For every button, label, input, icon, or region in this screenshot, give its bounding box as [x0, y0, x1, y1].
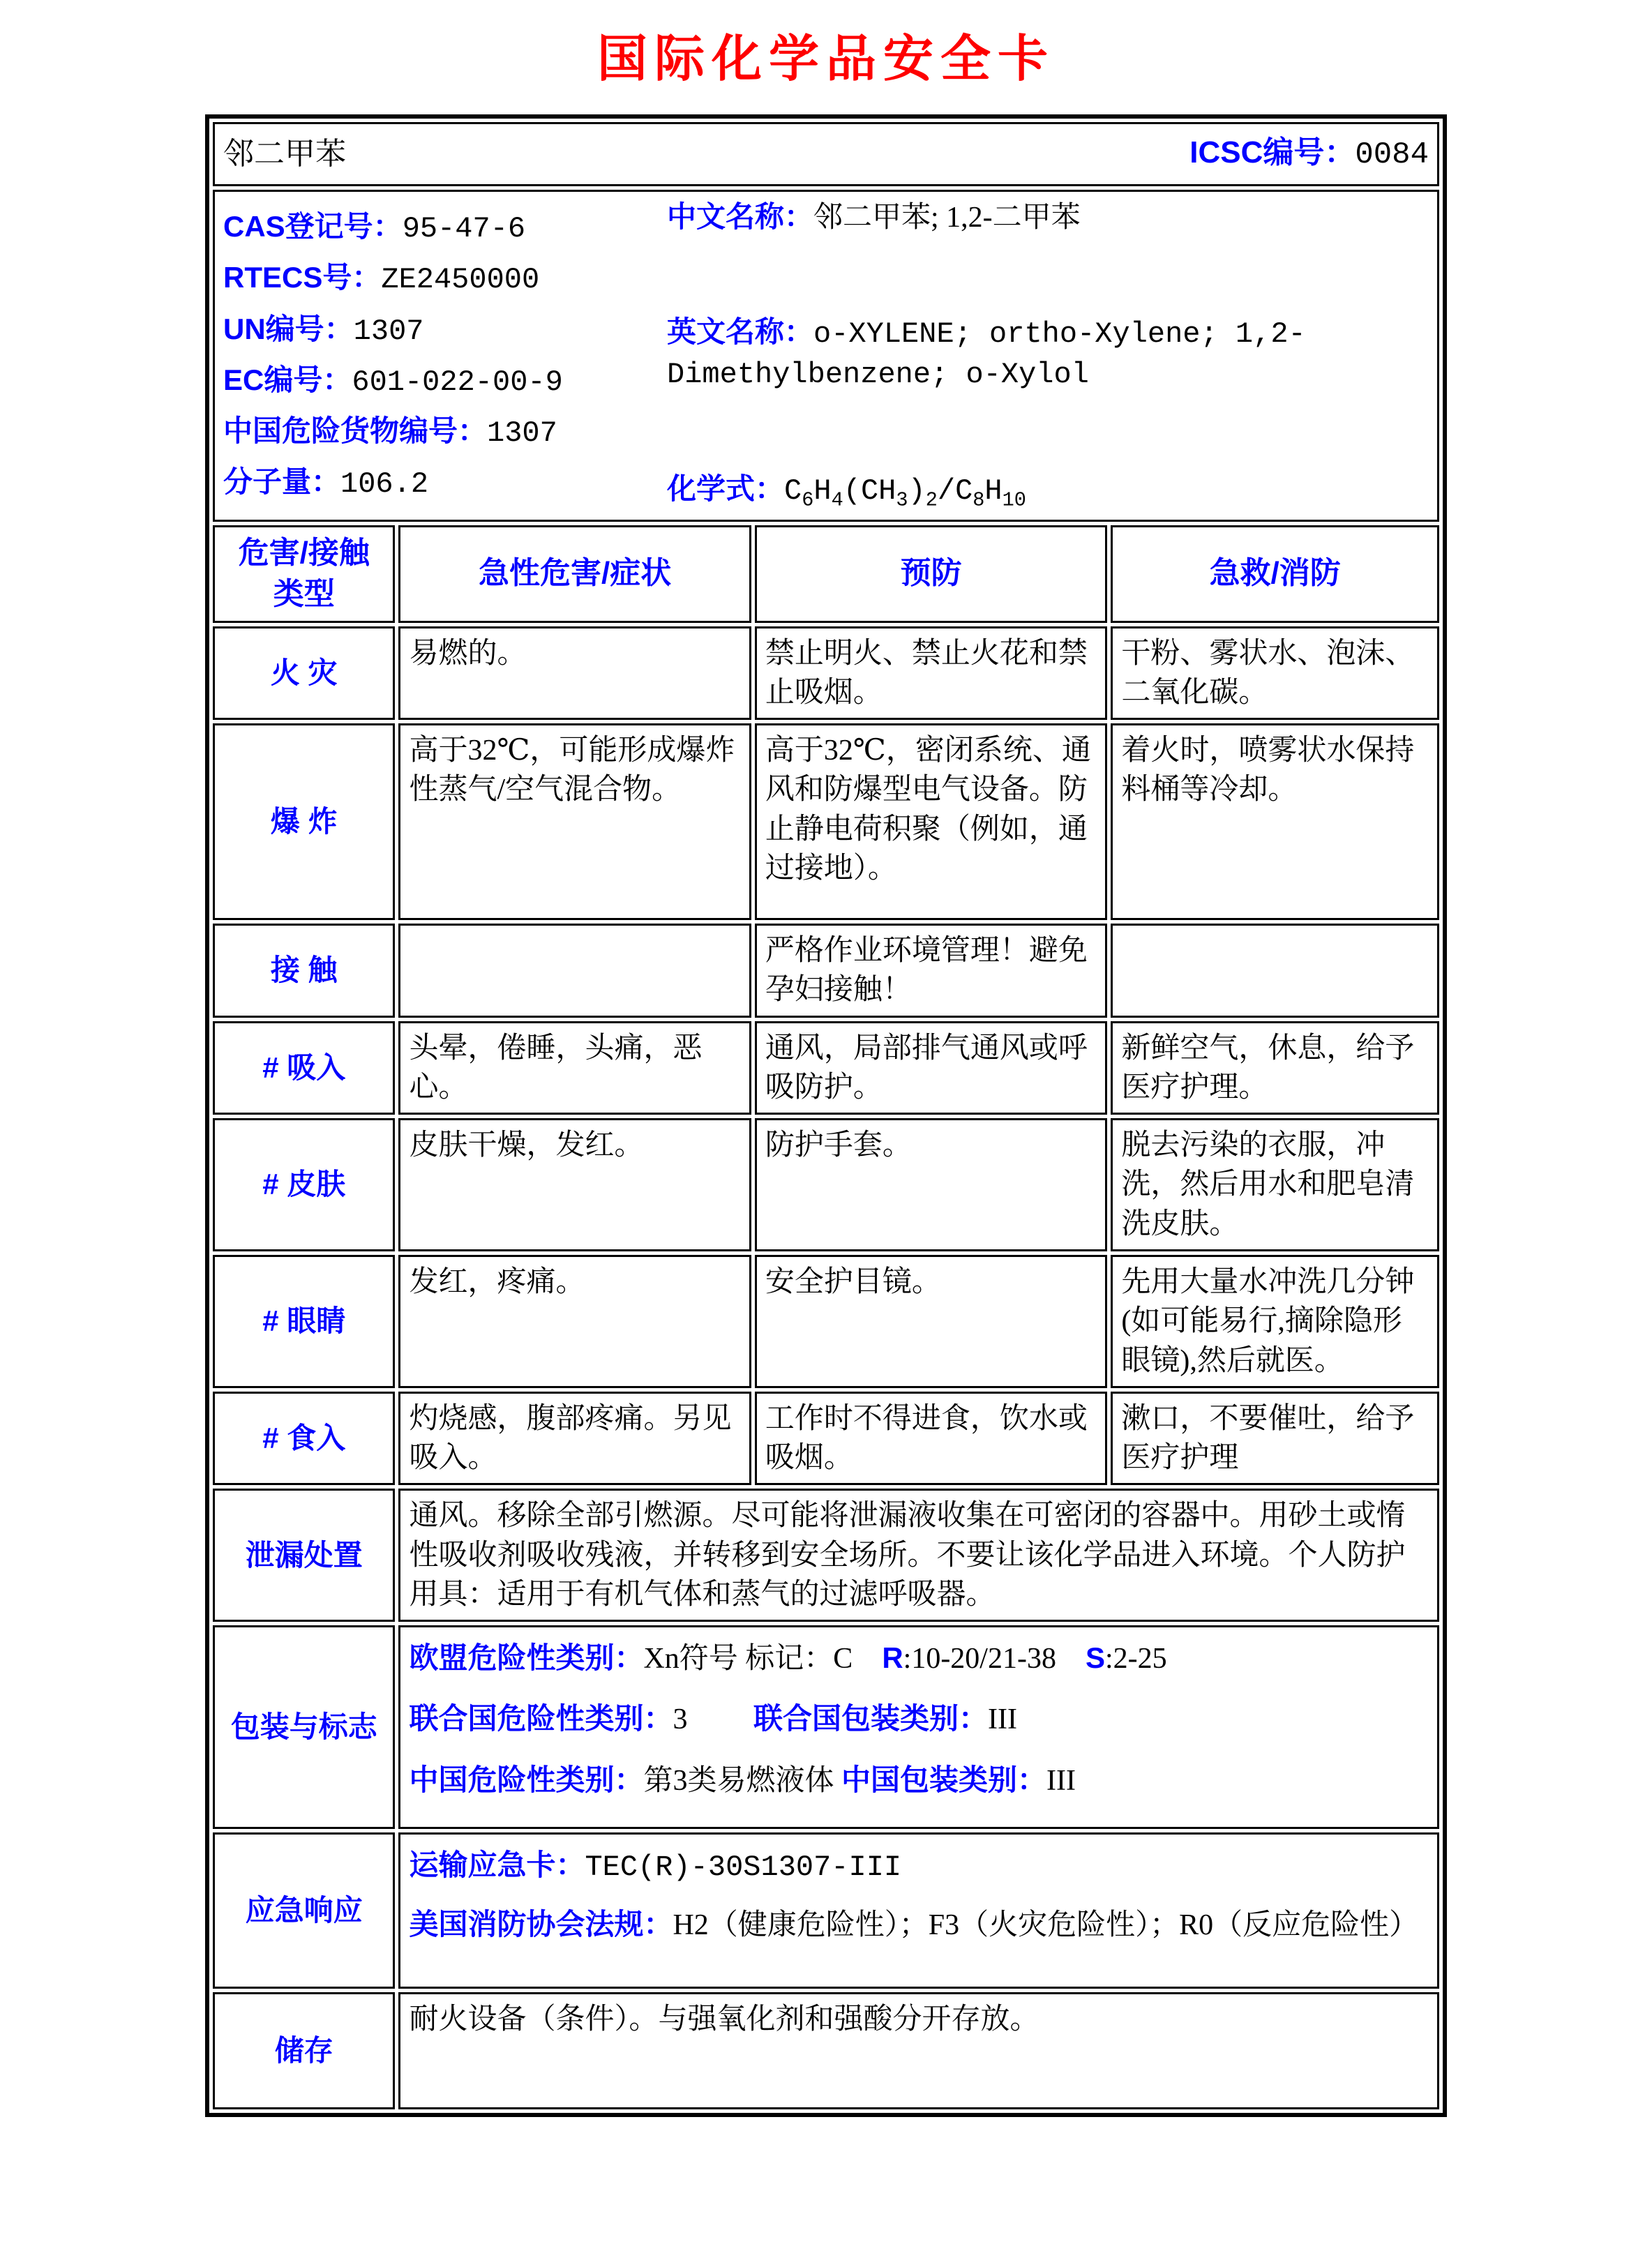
hazard-type-cell: # 吸入	[213, 1021, 395, 1115]
china-code-value: 1307	[487, 416, 557, 451]
response-cell: 漱口，不要催吐，给予医疗护理	[1111, 1392, 1439, 1486]
english-name-value: o-XYLENE; ortho-Xylene; 1,2-Dimethylbenzene; o-Xylol	[667, 317, 1306, 392]
cas-value: 95-47-6	[402, 212, 526, 246]
hazard-type-cell: # 食入	[213, 1392, 395, 1486]
identification-layout	[223, 197, 1429, 514]
response-cell: 脱去污染的衣服，冲洗，然后用水和肥皂清洗皮肤。	[1111, 1118, 1439, 1251]
rtecs-line	[223, 258, 656, 299]
hazard-type-cell: 爆 炸	[213, 723, 395, 920]
cas-line	[223, 207, 656, 248]
formula-label: 化学式：	[667, 472, 785, 505]
prevention-cell: 防护手套。	[755, 1118, 1107, 1251]
field-value: III	[1046, 1764, 1076, 1797]
emergency-row	[213, 1832, 1439, 1989]
symptoms-cell: 头晕，倦睡，头痛，恶心。	[398, 1021, 751, 1115]
symptoms-cell: 高于32℃，可能形成爆炸性蒸气/空气混合物。	[398, 723, 751, 920]
ec-value: 601-022-00-9	[352, 365, 563, 399]
symptoms-cell: 皮肤干燥，发红。	[398, 1118, 751, 1251]
icsc-number-group	[1189, 133, 1429, 176]
packaging-row	[213, 1625, 1439, 1829]
hazard-row-ingestion	[213, 1392, 1439, 1486]
page-title: 国际化学品安全卡	[596, 31, 1055, 87]
spill-label-cell: 泄漏处置	[213, 1489, 395, 1622]
emergency-label-cell: 应急响应	[213, 1832, 395, 1989]
names-column	[656, 197, 1429, 514]
ec-line	[223, 361, 656, 402]
hazard-row-fire	[213, 626, 1439, 721]
identifiers-column	[223, 197, 656, 514]
field-label: 联合国包装类别：	[753, 1702, 988, 1735]
icsc-label: ICSC编号：	[1189, 135, 1356, 170]
field-label: 欧盟危险性类别：	[409, 1641, 644, 1675]
hazard-type-cell: 接 触	[213, 924, 395, 1018]
molecular-weight-line	[223, 462, 656, 504]
un-hazard-class-line	[409, 1699, 1429, 1739]
english-name-line	[667, 312, 1429, 395]
response-cell: 干粉、雾状水、泡沫、二氧化碳。	[1111, 626, 1439, 721]
field-value: 第3类易燃液体	[643, 1764, 841, 1797]
identification-row	[213, 190, 1439, 522]
storage-text-cell: 耐火设备（条件）。与强氧化剂和强酸分开存放。	[398, 1992, 1439, 2109]
header-hazard-type: 危害/接触类型	[213, 525, 395, 623]
spill-row	[213, 1489, 1439, 1622]
field-label: 中国包装类别：	[841, 1763, 1046, 1796]
ec-label: EC编号：	[223, 363, 352, 396]
name-row-content	[223, 133, 1429, 176]
prevention-cell: 安全护目镜。	[755, 1255, 1107, 1388]
un-label: UN编号：	[223, 312, 354, 345]
field-value: Xn符号 标记：C	[643, 1643, 883, 1676]
chinese-name-value: 邻二甲苯; 1,2-二甲苯	[813, 202, 1081, 234]
field-value: :10-20/21-38	[903, 1643, 1086, 1676]
field-value: III	[987, 1703, 1017, 1736]
un-line	[223, 310, 656, 351]
response-cell: 着火时，喷雾状水保持料桶等冷却。	[1111, 723, 1439, 920]
chinese-name-label: 中文名称：	[667, 200, 814, 233]
symptoms-cell: 发红，疼痛。	[398, 1255, 751, 1388]
field-value: TEC(R)-30S1307-III	[585, 1850, 902, 1884]
field-label: 美国消防协会法规：	[409, 1908, 673, 1941]
identification-cell	[213, 190, 1439, 522]
hazard-row-eyes	[213, 1255, 1439, 1388]
symptoms-cell: 灼烧感，腹部疼痛。另见吸入。	[398, 1392, 751, 1486]
prevention-cell: 严格作业环境管理！避免孕妇接触！	[755, 924, 1107, 1018]
china-hazard-class-line	[409, 1761, 1429, 1800]
nfpa-code-line	[409, 1905, 1429, 1945]
prevention-cell: 工作时不得进食，饮水或吸烟。	[755, 1392, 1107, 1486]
storage-label-cell: 储存	[213, 1992, 395, 2109]
hazard-type-cell: # 眼睛	[213, 1255, 395, 1388]
symptoms-cell: 易燃的。	[398, 626, 751, 721]
header-prevention: 预防	[755, 525, 1107, 623]
hazard-type-cell: # 皮肤	[213, 1118, 395, 1251]
hazard-header-row	[213, 525, 1439, 623]
field-label: 运输应急卡：	[409, 1848, 585, 1881]
field-value: 3	[673, 1703, 753, 1736]
substance-name: 邻二甲苯	[223, 136, 346, 171]
rtecs-value: ZE2450000	[381, 263, 540, 297]
transport-emergency-card-line	[409, 1846, 1429, 1887]
un-value: 1307	[353, 314, 424, 348]
icsc-number: 0084	[1355, 137, 1429, 173]
hazard-row-explosion	[213, 723, 1439, 920]
header-response: 急救/消防	[1111, 525, 1439, 623]
symptoms-cell	[398, 924, 751, 1018]
prevention-cell: 高于32℃，密闭系统、通风和防爆型电气设备。防止静电荷积聚（例如，通过接地）。	[755, 723, 1107, 920]
english-name-label: 英文名称：	[667, 315, 814, 348]
response-cell: 先用大量水冲洗几分钟(如可能易行,摘除隐形眼镜),然后就医。	[1111, 1255, 1439, 1388]
packaging-label-cell: 包装与标志	[213, 1625, 395, 1829]
name-cell	[213, 122, 1439, 186]
response-cell: 新鲜空气，休息，给予医疗护理。	[1111, 1021, 1439, 1115]
spill-text-cell: 通风。移除全部引燃源。尽可能将泄漏液收集在可密闭的容器中。用砂土或惰性吸收剂吸收残液，并转移到安全场所。不要让该化学品进入环境。个人防护用具：适用于有机气体和蒸气的过滤呼吸器。	[398, 1489, 1439, 1622]
prevention-cell: 禁止明火、禁止火花和禁止吸烟。	[755, 626, 1107, 721]
header-symptoms: 急性危害/症状	[398, 525, 751, 623]
formula-line	[667, 469, 1429, 514]
eu-hazard-class-line	[409, 1639, 1429, 1678]
hazard-row-inhalation	[213, 1021, 1439, 1115]
formula-value: $C_6H_4(CH_3)_2/C_8H_{10}$	[784, 474, 1026, 512]
hazard-row-skin	[213, 1118, 1439, 1251]
icsc-card-table	[205, 114, 1447, 2117]
field-value: :2-25	[1104, 1643, 1167, 1676]
hazard-row-contact	[213, 924, 1439, 1018]
storage-row	[213, 1992, 1439, 2109]
field-value: H2（健康危险性）；F3（火灾危险性）；R0（反应危险性）	[673, 1909, 1419, 1942]
name-row	[213, 122, 1439, 186]
china-code-label: 中国危险货物编号：	[223, 414, 488, 448]
rtecs-label: RTECS号：	[223, 261, 382, 294]
packaging-content-cell	[398, 1625, 1439, 1829]
china-code-line	[223, 412, 656, 453]
molecular-weight-label: 分子量：	[223, 465, 341, 499]
response-cell	[1111, 924, 1439, 1018]
prevention-cell: 通风，局部排气通风或呼吸防护。	[755, 1021, 1107, 1115]
field-label: S	[1085, 1641, 1105, 1675]
hazard-type-cell: 火 灾	[213, 626, 395, 721]
field-label: R	[882, 1641, 903, 1675]
chinese-name-line	[667, 197, 1429, 237]
emergency-content-cell	[398, 1832, 1439, 1989]
field-label: 中国危险性类别：	[409, 1763, 644, 1796]
molecular-weight-value: 106.2	[340, 467, 429, 502]
field-label: 联合国危险性类别：	[409, 1702, 673, 1735]
cas-label: CAS登记号：	[223, 210, 403, 243]
